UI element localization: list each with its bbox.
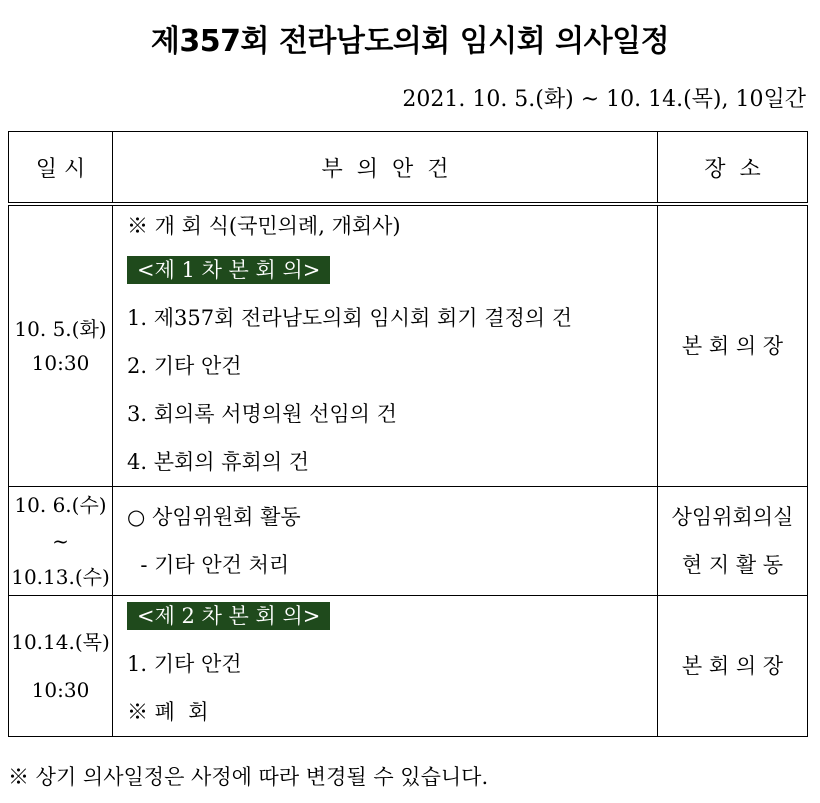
row1-agenda-cell — [113, 204, 658, 487]
row3-date-cell — [9, 596, 113, 737]
row2-place-line1: 상임위회의실 — [671, 505, 794, 529]
session-badge-wrap — [113, 246, 657, 294]
agenda-item: ※ 폐 회 — [127, 700, 209, 724]
footnote: ※ 상기 의사일정은 사정에 따라 변경될 수 있습니다. — [8, 765, 489, 789]
session-badge: <제 2 차 본 회 의> — [127, 602, 330, 630]
page-title: 제357회 전라남도의회 임시회 의사일정 — [150, 24, 670, 59]
agenda-item: ○ 상임위원회 활동 — [127, 505, 301, 529]
table-row — [9, 596, 808, 737]
row3-agenda-cell — [113, 596, 658, 737]
session-badge-wrap — [113, 596, 657, 640]
agenda-item: 4. 본회의 휴회의 건 — [127, 450, 310, 474]
row3-date: 10.14.(목) — [11, 630, 110, 654]
table-header-row — [9, 132, 808, 205]
row3-place: 본 회 의 장 — [658, 596, 808, 737]
header-date: 일 시 — [9, 132, 113, 205]
table-row — [9, 204, 808, 487]
agenda-table — [8, 131, 808, 737]
agenda-item: 2. 기타 안건 — [127, 354, 242, 378]
row2-place-cell — [658, 487, 808, 596]
session-badge: <제 1 차 본 회 의> — [127, 256, 330, 284]
table-row — [9, 487, 808, 596]
row1-place: 본 회 의 장 — [658, 204, 808, 487]
row2-date-end: 10.13.(수) — [11, 565, 110, 589]
header-place: 장 소 — [658, 132, 808, 205]
agenda-item: - 기타 안건 처리 — [127, 553, 290, 577]
row2-date-cell — [9, 487, 113, 596]
opening-ceremony: ※ 개 회 식(국민의례, 개회사) — [127, 214, 401, 238]
row2-agenda-cell — [113, 487, 658, 596]
agenda-item: 3. 회의록 서명의원 선임의 건 — [127, 402, 397, 426]
row3-time: 10:30 — [31, 678, 90, 702]
row1-date-cell — [9, 204, 113, 487]
header-agenda: 부 의 안 건 — [113, 132, 658, 205]
agenda-item: 1. 제357회 전라남도의회 임시회 회기 결정의 건 — [127, 306, 573, 330]
agenda-item: 1. 기타 안건 — [127, 652, 242, 676]
row2-date-start: 10. 6.(수) — [14, 493, 107, 517]
row1-date: 10. 5.(화) — [14, 317, 107, 341]
row2-place-line2: 현 지 활 동 — [681, 553, 784, 577]
row2-date-sep: ~ — [52, 529, 69, 553]
session-period: 2021. 10. 5.(화) ~ 10. 14.(목), 10일간 — [402, 87, 806, 112]
row1-time: 10:30 — [31, 351, 90, 375]
